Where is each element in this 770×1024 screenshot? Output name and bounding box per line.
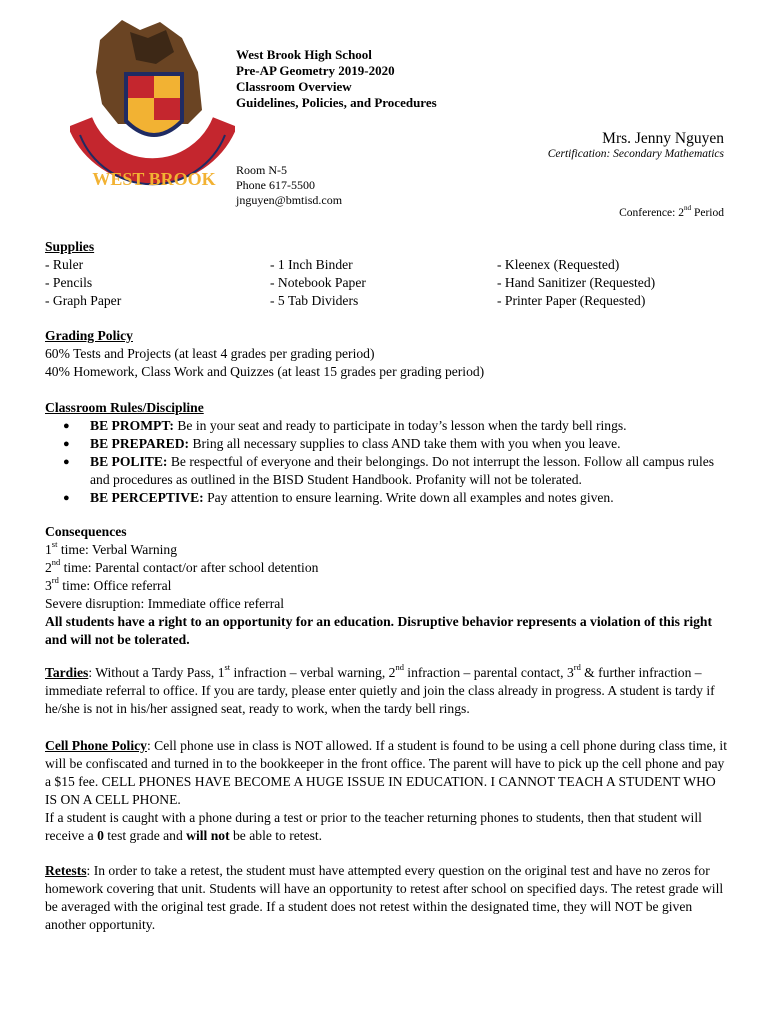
cellphone-paragraph-2: If a student is caught with a phone during a test or prior to the teacher returning phones to students, then that student will receive a 0 test grade and will not be able to retest.	[45, 810, 702, 843]
retests-section: Retests: In order to take a retest, the student must have attempted every question on the original test and have no zeros for homework covering that unit. Students will have an opportunity to retest after school on specified days. The retest grade will be averaged with the original test grade. If a student does not retest within the designated time, they will NOT be given another opportunity.	[45, 863, 724, 932]
consequences-section	[45, 523, 729, 649]
school-logo	[70, 12, 235, 202]
supply-item: - Kleenex (Requested)	[497, 257, 620, 272]
supplies-col-1	[45, 256, 121, 310]
rules-list	[45, 417, 729, 507]
supply-item: - Graph Paper	[45, 293, 122, 308]
supply-item: - Hand Sanitizer (Requested)	[497, 275, 656, 290]
consequences-title: Consequences	[45, 524, 127, 539]
consequences-statement: All students have a right to an opportunity for an education. Disruptive behavior represents a violation of this right and will not be tolerated.	[45, 614, 713, 647]
rules-section	[45, 399, 729, 507]
school-name: West Brook High School	[236, 47, 372, 62]
teacher-name: Mrs. Jenny Nguyen	[602, 130, 724, 147]
rule-item: ● BE PREPARED: Bring all necessary supplies to class AND take them with you when you leave.	[90, 435, 729, 453]
consequence-item: 3rd time: Office referral	[45, 575, 172, 593]
consequence-item: 2nd time: Parental contact/or after school detention	[45, 557, 319, 575]
supplies-title: Supplies	[45, 239, 95, 254]
grading-title: Grading Policy	[45, 328, 133, 343]
grading-section	[45, 327, 729, 381]
cellphone-section	[45, 737, 729, 845]
supply-item: - Notebook Paper	[270, 275, 366, 290]
consequence-item: Severe disruption: Immediate office referral	[45, 596, 285, 611]
rule-item: ● BE PROMPT: Be in your seat and ready to participate in today’s lesson when the tardy bell rings.	[90, 417, 729, 435]
supplies-col-3	[497, 256, 655, 310]
logo-text: WEST BROOK	[92, 169, 216, 189]
supply-item: - Ruler	[45, 257, 84, 272]
room: Room N-5	[236, 163, 287, 177]
phone: Phone 617-5500	[236, 178, 315, 192]
supplies-col-2	[270, 256, 366, 310]
retests-title: Retests	[45, 863, 87, 878]
consequence-item: 1st time: Verbal Warning	[45, 539, 178, 557]
supply-item: - Pencils	[45, 275, 93, 290]
tardies-title: Tardies	[45, 665, 89, 680]
rule-item: ● BE PERCEPTIVE: Pay attention to ensure learning. Write down all examples and notes given.	[90, 489, 729, 507]
rule-item: ● BE POLITE: Be respectful of everyone and their belongings. Do not interrupt the lesson. Follow all campus rules and procedures as outlined in the BISD Student Handbook. Profanity will not be tolerated.	[90, 453, 729, 489]
document-header	[236, 47, 437, 111]
bruin-bear-crest-icon	[70, 12, 235, 202]
supply-item: - Printer Paper (Requested)	[497, 293, 646, 308]
cellphone-paragraph: Cell Phone Policy: Cell phone use in class is NOT allowed. If a student is found to be using a cell phone during class time, it will be confiscated and turned in to the bookkeeper in the front office. The parent will have to pick up the cell phone and pay a $15 fee. CELL PHONES HAVE BECOME A HUGE ISSUE IN EDUCATION. I CANNOT TEACH A STUDENT WHO IS ON A CELL PHONE.	[45, 738, 727, 807]
tardies-section: Tardies: Without a Tardy Pass, 1st infraction – verbal warning, 2nd infraction – parental contact, 3rd & further infraction – immediate referral to office. If you are tardy, please enter quietly and join the class already in progress. A student is tardy if he/she is not in his/her assigned seat, ready to work, when the tardy bell rings.	[45, 662, 715, 716]
doc-title: Classroom Overview	[236, 79, 352, 94]
doc-subtitle: Guidelines, Policies, and Procedures	[236, 95, 437, 110]
conference-period: Conference: 2nd Period	[619, 204, 724, 219]
supply-item: - 1 Inch Binder	[270, 257, 353, 272]
supplies-section	[45, 238, 729, 310]
supply-item: - 5 Tab Dividers	[270, 293, 359, 308]
email-link[interactable]: jnguyen@bmtisd.com	[236, 193, 343, 207]
grading-line: 40% Homework, Class Work and Quizzes (at least 15 grades per grading period)	[45, 364, 485, 379]
contact-info	[236, 163, 342, 208]
teacher-certification: Certification: Secondary Mathematics	[547, 148, 724, 160]
cellphone-title: Cell Phone Policy	[45, 738, 147, 753]
rules-title: Classroom Rules/Discipline	[45, 400, 204, 415]
grading-line: 60% Tests and Projects (at least 4 grades per grading period)	[45, 346, 375, 361]
course-name: Pre-AP Geometry 2019-2020	[236, 63, 395, 78]
